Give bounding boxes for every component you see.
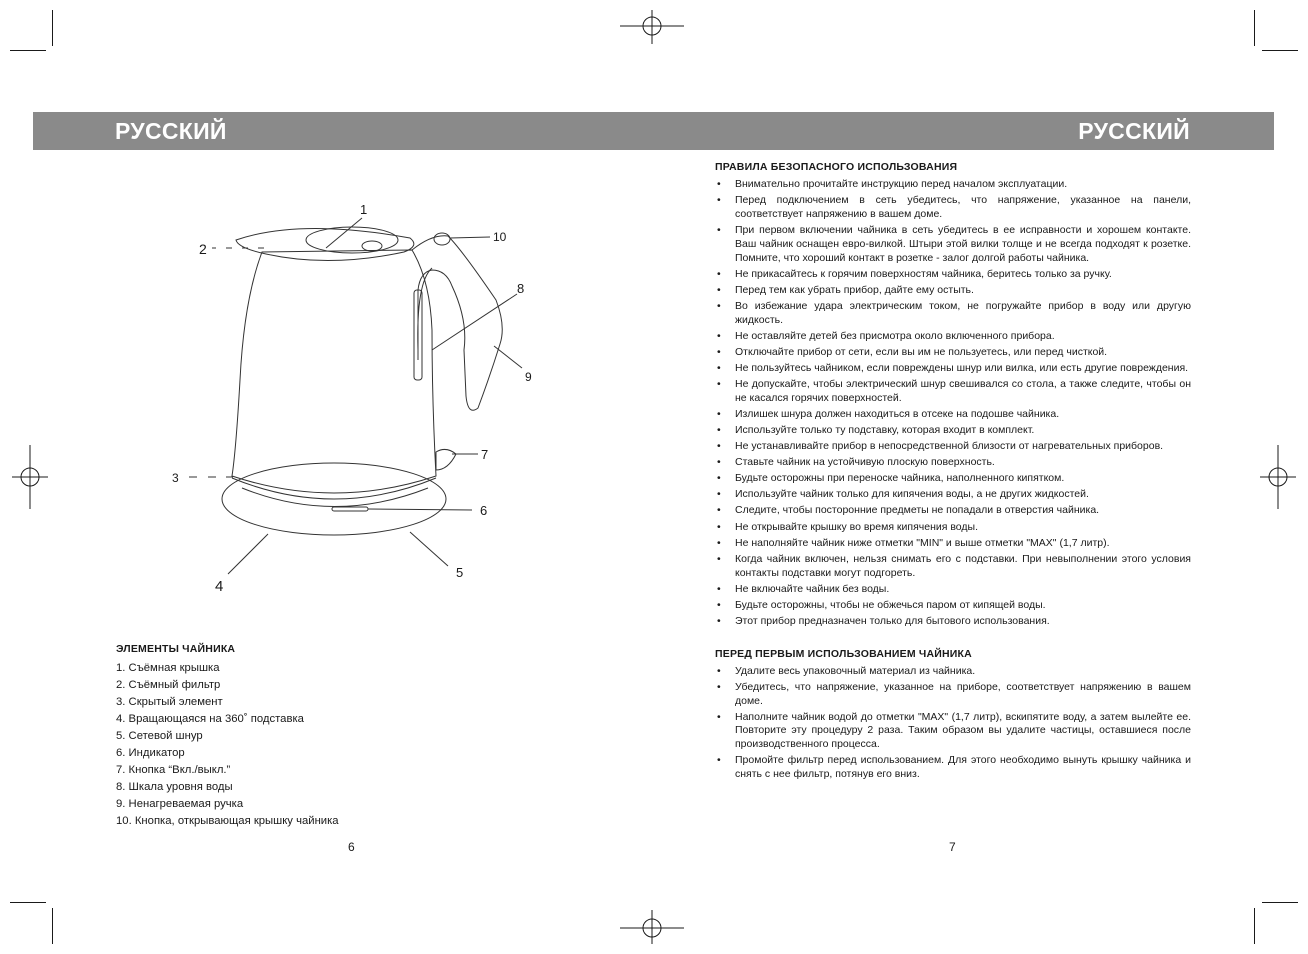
safety-list [715, 178, 1191, 629]
callout-1: 1 [360, 202, 368, 217]
safety-item: • Перед подключением в сеть убедитесь, что напряжение, указанное на панели, соответствует напряжению в вашем доме. [715, 194, 1191, 222]
safety-item: • Будьте осторожны при переноске чайника, наполненного кипятком. [715, 472, 1191, 486]
callout-5: 5 [456, 565, 464, 580]
first-use-title: ПЕРЕД ПЕРВЫМ ИСПОЛЬЗОВАНИЕМ ЧАЙНИКА [715, 647, 972, 660]
first-use-item: • Наполните чайник водой до отметки "MAX" (1,7 литр), вскипятите воду, а затем вылейте ее. Повторите эту процедуру 2 раза. Таким образом вы удалите частицы, оставшиеся после производственного процесса. [715, 711, 1191, 752]
safety-item: • Используйте чайник только для кипячения воды, а не других жидкостей. [715, 488, 1191, 502]
parts-item-1: 1. Съёмная крышка [116, 662, 220, 674]
safety-item: • Излишек шнура должен находиться в отсеке на подошве чайника. [715, 408, 1191, 422]
safety-item: • Во избежание удара электрическим током, не погружайте прибор в воду или другую жидкость. [715, 300, 1191, 328]
safety-item: • Не оставляйте детей без присмотра около включенного прибора. [715, 330, 1191, 344]
page-number-right: 7 [949, 840, 956, 854]
callout-9: 9 [525, 370, 532, 384]
safety-item: • Не допускайте, чтобы электрический шнур свешивался со стола, а также следите, чтобы он не касался горячих поверхностей. [715, 378, 1191, 406]
safety-item: • Не устанавливайте прибор в непосредственной близости от нагревательных приборов. [715, 440, 1191, 454]
kettle-body [232, 250, 436, 493]
safety-item: • Перед тем как убрать прибор, дайте ему остыть. [715, 284, 1191, 298]
safety-item: • Следите, чтобы посторонние предметы не попадали в отверстия чайника. [715, 504, 1191, 518]
kettle-handle [412, 236, 502, 411]
parts-title: ЭЛЕМЕНТЫ ЧАЙНИКА [116, 643, 236, 655]
parts-item-4: 4. Вращающаяся на 360˚ подставка [116, 713, 304, 725]
callout-3: 3 [172, 471, 179, 485]
parts-item-6: 6. Индикатор [116, 747, 185, 759]
callout-10: 10 [493, 230, 507, 244]
safety-item: • Ставьте чайник на устойчивую плоскую поверхность. [715, 456, 1191, 470]
parts-item-9: 9. Ненагреваемая ручка [116, 798, 244, 810]
parts-item-5: 5. Сетевой шнур [116, 730, 203, 742]
safety-item: • Когда чайник включен, нельзя снимать его с подставки. При невыполнении этого условия контакты подставки могут подгореть. [715, 553, 1191, 581]
safety-item: • При первом включении чайника в сеть убедитесь в ее исправности и хорошем контакте. Ваш чайник оснащен евро-вилкой. Штыри этой вилки толще и не всегда подходят к розетке. Помните, что хороший контакт в розетке - залог долгой работы чайника. [715, 224, 1191, 265]
safety-item: • Не наполняйте чайник ниже отметки "MIN" и выше отметки "MAX" (1,7 литр). [715, 537, 1191, 551]
callout-8: 8 [517, 281, 525, 296]
kettle-diagram [0, 0, 660, 620]
safety-item: • Не прикасайтесь к горячим поверхностям чайника, беритесь только за ручку. [715, 268, 1191, 282]
header-title-right: РУССКИЙ [1078, 118, 1190, 144]
kettle-lid [236, 228, 414, 260]
right-page-text [715, 161, 1191, 784]
lid-button [434, 233, 450, 245]
safety-item: • Используйте только ту подставку, которая входит в комплект. [715, 424, 1191, 438]
indicator-light [332, 507, 368, 511]
callout-6: 6 [480, 503, 488, 518]
safety-item: • Этот прибор предназначен только для бытового использования. [715, 615, 1191, 629]
safety-item: • Не включайте чайник без воды. [715, 583, 1191, 597]
on-off-switch [436, 449, 456, 470]
safety-title: ПРАВИЛА БЕЗОПАСНОГО ИСПОЛЬЗОВАНИЯ [715, 161, 958, 173]
parts-list [116, 660, 446, 830]
kettle-parts-section [116, 643, 446, 830]
parts-item-7: 7. Кнопка “Вкл./выкл.” [116, 764, 231, 776]
header-title-left: РУССКИЙ [115, 118, 227, 144]
first-use-item: • Убедитесь, что напряжение, указанное на приборе, соответствует напряжению в вашем доме. [715, 681, 1191, 709]
first-use-item: • Удалите весь упаковочный материал из чайника. [715, 665, 1191, 679]
parts-item-2: 2. Съёмный фильтр [116, 679, 221, 691]
first-use-list [715, 665, 1191, 782]
parts-item-3: 3. Скрытый элемент [116, 696, 223, 708]
safety-item: • Не открывайте крышку во время кипячения воды. [715, 521, 1191, 535]
callout-4: 4 [215, 578, 224, 595]
page-number-left: 6 [348, 840, 355, 854]
callout-2: 2 [199, 241, 207, 257]
parts-item-8: 8. Шкала уровня воды [116, 781, 233, 793]
parts-item-10: 10. Кнопка, открывающая крышку чайника [116, 815, 339, 827]
first-use-item: • Промойте фильтр перед использованием. Для этого необходимо вынуть крышку чайника и снять с нее фильтр, потянув его вниз. [715, 754, 1191, 782]
safety-item: • Не пользуйтесь чайником, если повреждены шнур или вилка, или есть другие повреждения. [715, 362, 1191, 376]
callout-7: 7 [481, 447, 489, 462]
safety-item: • Будьте осторожны, чтобы не обжечься паром от кипящей воды. [715, 599, 1191, 613]
safety-item: • Отключайте прибор от сети, если вы им не пользуетесь, или перед чисткой. [715, 346, 1191, 360]
safety-item: • Внимательно прочитайте инструкцию перед началом эксплуатации. [715, 178, 1191, 192]
